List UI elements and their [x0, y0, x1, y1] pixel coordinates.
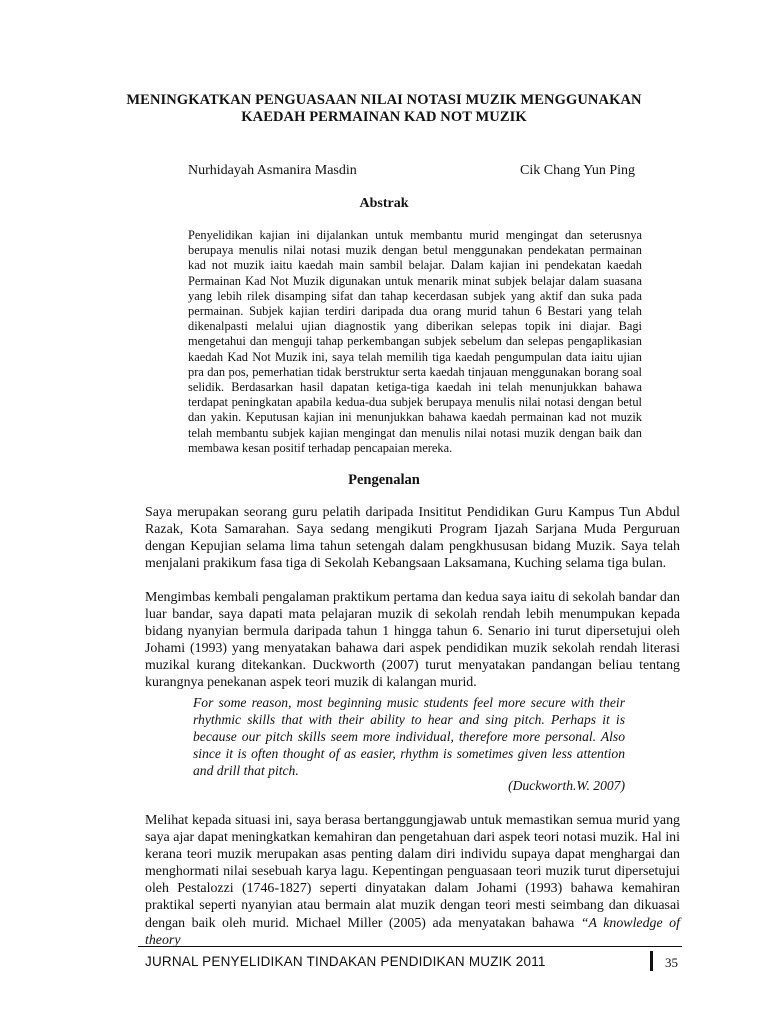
paper-title-line-2: KAEDAH PERMAINAN KAD NOT MUZIK [241, 109, 527, 125]
paper-title [0, 92, 768, 126]
block-quote-citation: (Duckworth.W. 2007) [508, 778, 625, 793]
footer-journal-title: JURNAL PENYELIDIKAN TINDAKAN PENDIDIKAN MUZIK 2011 [145, 954, 546, 969]
abstract-text: Penyelidikan kajian ini dijalankan untuk membantu murid mengingat dan seterusnya berupaya menulis nilai notasi muzik dengan betul menggunakan pendekatan permainan kad not muzik iaitu kaedah main sambil belajar. Dalam kajian ini pendekatan kaedah Permainan Kad Not Muzik digunakan untuk menarik minat subjek belajar dalam suasana yang lebih rilek disamping sifat dan tahap kecerdasan subjek yang aktif dan suka pada permainan. Subjek kajian terdiri daripada dua orang murid tahun 6 Bestari yang telah dikenalpasti melalui ujian diagnostik yang diberikan selepas topik ini diajar. Bagi mengetahui dan menguji tahap perkembangan subjek sebelum dan selepas pengaplikasian kaedah Kad Not Muzik ini, saya telah memilih tiga kaedah pengumpulan data iaitu ujian pra dan pos, pemerhatian tidak berstruktur serta kaedah tinjauan menggunakan borang soal selidik. Berdasarkan hasil dapatan ketiga-tiga kaedah ini telah menunjukkan bahawa terdapat peningkatan apabila kedua-dua subjek berupaya menulis nilai notasi dengan betul dan yakin. Keputusan kajian ini menunjukkan bahawa kaedah permainan kad not muzik telah membantu subjek kajian mengingat dan menulis nilai notasi muzik dengan baik dan membawa kesan positif terhadap pencapaian mereka. [188, 228, 642, 455]
introduction-paragraph-2: Mengimbas kembali pengalaman praktikum pertama dan kedua saya iaitu di sekolah bandar dan luar bandar, saya dapati mata pelajaran muzik di sekolah rendah lebih menumpukan kepada bidang nyanyian bermula daripada tahun 1 hingga tahun 6. Senario ini turut dipersetujui oleh Johami (1993) yang menyatakan bahawa dari aspek pendidikan muzik sekolah rendah literasi muzikal kurang ditekankan. Duckworth (2007) turut menyatakan pandangan beliau tentang kurangnya penekanan aspek teori muzik di kalangan murid. [145, 590, 680, 691]
author-second: Cik Chang Yun Ping [520, 163, 635, 178]
footer-rule [138, 946, 682, 947]
introduction-paragraph-3 [145, 812, 680, 949]
introduction-paragraph-1: Saya merupakan seorang guru pelatih daripada Insititut Pendidikan Guru Kampus Tun Abdul Razak, Kota Samarahan. Saya sedang mengikuti Program Ijazah Sarjana Muda Perguruan dengan Kepujian selama lima tahun setengah dalam pengkhususan bidang Muzik. Saya telah menjalani prakikum fasa tiga di Sekolah Kebangsaan Laksamana, Kuching selama tiga bulan. [145, 505, 680, 572]
paragraph-3-inline-quote: “A knowledge of theory [145, 915, 680, 948]
footer-separator-bar [650, 951, 653, 971]
page-number: 35 [665, 955, 678, 970]
author-first: Nurhidayah Asmanira Masdin [188, 163, 357, 178]
paper-title-line-1: MENINGKATKAN PENGUASAAN NILAI NOTASI MUZIK MENGGUNAKAN [126, 92, 642, 108]
introduction-heading: Pengenalan [348, 472, 420, 488]
block-quote: For some reason, most beginning music students feel more secure with their rhythmic skills that with their ability to hear and sing pitch. Perhaps it is because our pitch skills seem more individual, therefore more personal. Also since it is often thought of as easier, rhythm is sometimes given less attention and drill that pitch. [193, 695, 625, 779]
paragraph-3-text: Melihat kepada situasi ini, saya berasa bertanggungjawab untuk memastikan semua murid yang saya ajar dapat meningkatkan kemahiran dan pengetahuan dari aspek teori notasi muzik. Hal ini kerana teori muzik merupakan asas penting dalam diri individu supaya dapat menghargai dan menghormati nilai sesebuah karya lagu. Kepentingan penguasaan teori muzik turut dipersetujui oleh Pestalozzi (1746-1827) seperti dinyatakan dalam Johami (1993) bahawa kemahiran praktikal seperti nyanyian atau bermain alat muzik dengan teori mesti seimbang dan dikuasai dengan baik oleh murid. Michael Miller (2005) ada menyatakan bahawa [145, 813, 680, 931]
abstract-heading: Abstrak [359, 196, 409, 211]
